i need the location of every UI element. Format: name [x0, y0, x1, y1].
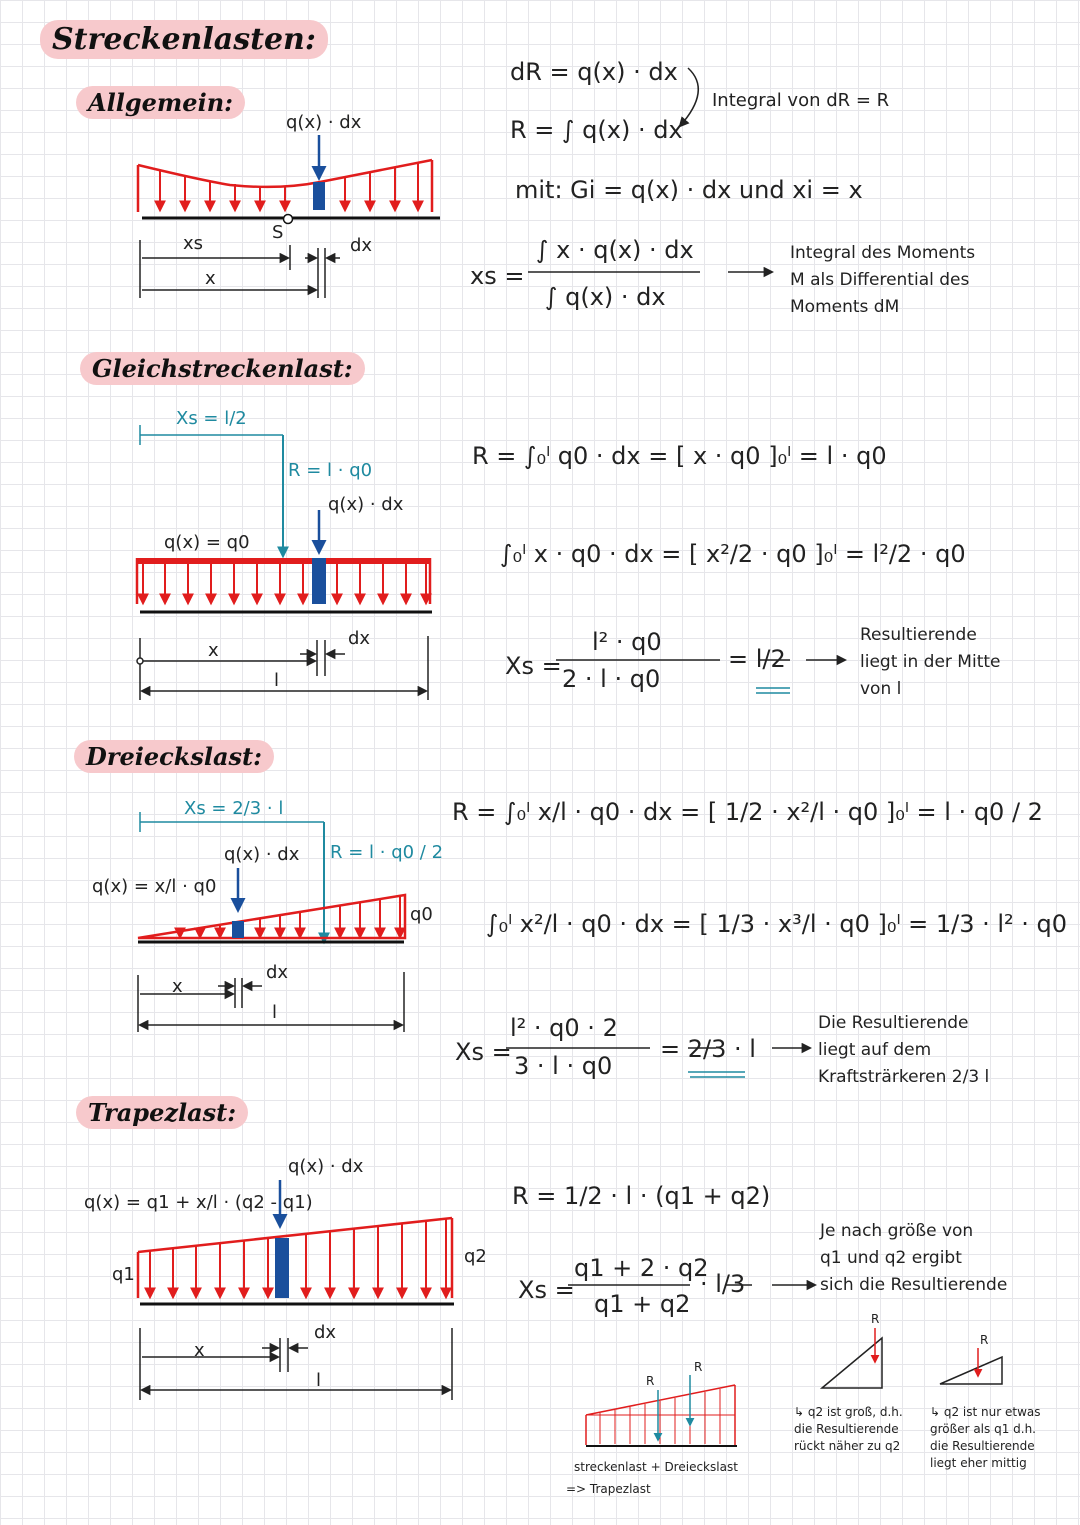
dreieck-xs-num: l² · q0 · 2 — [510, 1014, 618, 1042]
gleich-xs-num: l² · q0 — [592, 628, 662, 656]
case1-triangle — [822, 1328, 882, 1388]
trapez-l-label: l — [316, 1370, 322, 1391]
allgemein-xs-den: ∫ q(x) · dx — [545, 283, 666, 311]
trapez-combo-diagram — [586, 1375, 737, 1446]
gleich-r-label: R = l · q0 — [288, 460, 373, 481]
trapez-q-label: q(x) = q1 + x/l · (q2 - q1) — [84, 1192, 313, 1213]
case1-note: ↳ q2 ist groß, d.h. die Resultierende rückt näher zu q2 — [794, 1405, 903, 1453]
allgemein-load-label: q(x) · dx — [286, 112, 362, 133]
trapez-dx-label: dx — [314, 1322, 337, 1343]
allgemein-note: Integral des Moments M als Differential des Moments dM — [790, 243, 976, 317]
allgemein-arrow-note: Integral von dR = R — [712, 90, 890, 111]
trapez-note: Je nach größe von q1 und q2 ergibt sich die Resultierende — [820, 1221, 1008, 1295]
trapez-xs-num: q1 + 2 · q2 — [574, 1254, 709, 1282]
allgemein-eq2: R = ∫ q(x) · dx — [510, 116, 683, 144]
dreieck-xs-lhs: Xs = — [455, 1038, 512, 1066]
trapez-eq-r: R = 1/2 · l · (q1 + q2) — [512, 1182, 771, 1210]
gleich-dx-label: dx — [348, 628, 371, 649]
allgemein-xs-lhs: xs = — [470, 262, 525, 290]
gleich-l-label: l — [274, 670, 280, 691]
gleich-eq-m: ∫₀ˡ x · q0 · dx = [ x²/2 · q0 ]₀ˡ = l²/2 · q0 — [500, 540, 966, 568]
trapez-heading: Trapezlast: — [76, 1096, 248, 1129]
case2-note: ↳ q2 ist nur etwas größer als q1 d.h. die Resultierende liegt eher mittig — [930, 1405, 1041, 1470]
dreieck-l-label: l — [272, 1002, 278, 1023]
case1-r-label: R — [871, 1312, 880, 1326]
dreieck-dx-label: dx — [266, 962, 289, 983]
allgemein-x-label: x — [205, 268, 216, 289]
combo-caption-2: => Trapezlast — [566, 1482, 651, 1496]
gleich-heading: Gleichstreckenlast: — [80, 352, 365, 385]
combo-r-label-1: R — [646, 1374, 655, 1388]
allgemein-dx-label: dx — [350, 235, 373, 256]
trapez-load-label: q(x) · dx — [288, 1156, 364, 1177]
trapez-q2-label: q2 — [464, 1246, 487, 1267]
combo-caption-1: streckenlast + Dreieckslast — [574, 1460, 738, 1474]
allgemein-s-label: S — [272, 222, 284, 243]
dreieck-load-label: q(x) · dx — [224, 844, 300, 865]
trapez-xs-lhs: Xs = — [518, 1276, 575, 1304]
allgemein-heading: Allgemein: — [76, 86, 245, 119]
dreieck-eq-r: R = ∫₀ˡ x/l · q0 · dx = [ 1/2 · x²/l · q0 ]₀ˡ = l · q0 / 2 — [452, 798, 1043, 826]
dreieck-q-label: q(x) = x/l · q0 — [92, 876, 217, 897]
case2-triangle — [940, 1348, 1002, 1384]
case2-r-label: R — [980, 1333, 989, 1347]
dreieck-x-label: x — [172, 976, 183, 997]
allgemein-xs-label: xs — [183, 233, 204, 254]
gleich-note: Resultierende liegt in der Mitte von l — [860, 625, 1001, 699]
dreieck-q0-label: q0 — [410, 904, 433, 925]
gleich-diagram — [137, 425, 432, 700]
dreieck-eq-m: ∫₀ˡ x²/l · q0 · dx = [ 1/3 · x³/l · q0 ]₀ˡ = 1/3 · l² · q0 — [486, 910, 1068, 938]
trapez-xs-den: q1 + q2 — [594, 1290, 691, 1318]
gleich-q-label: q(x) = q0 — [164, 532, 250, 553]
gleich-xs-lhs: Xs = — [505, 652, 562, 680]
allgemein-eq1: dR = q(x) · dx — [510, 58, 678, 86]
page-title: Streckenlasten: — [40, 20, 328, 59]
gleich-xs-den: 2 · l · q0 — [562, 665, 661, 693]
allgemein-diagram — [138, 135, 440, 298]
gleich-xs-res: = l/2 — [728, 645, 786, 673]
allgemein-mit: mit: Gi = q(x) · dx und xi = x — [515, 176, 863, 204]
dreieck-xs-label: Xs = 2/3 · l — [184, 798, 284, 819]
trapez-x-label: x — [194, 1340, 205, 1361]
gleich-x-label: x — [208, 640, 219, 661]
gleich-xs-label: Xs = l/2 — [176, 408, 247, 429]
dreieck-heading: Dreieckslast: — [74, 740, 274, 773]
trapez-diagram — [138, 1180, 454, 1525]
allgemein-xs-num: ∫ x · q(x) · dx — [536, 236, 694, 264]
gleich-eq-r: R = ∫₀ˡ q0 · dx = [ x · q0 ]₀ˡ = l · q0 — [472, 442, 887, 470]
trapez-xs-tail: · l/3 — [700, 1270, 746, 1298]
dreieck-r-label: R = l · q0 / 2 — [330, 842, 444, 863]
dreieck-xs-res: = 2/3 · l — [660, 1035, 756, 1063]
trapez-q1-label: q1 — [112, 1264, 135, 1285]
dreieck-xs-den: 3 · l · q0 — [514, 1052, 613, 1080]
combo-r-label-2: R — [694, 1360, 703, 1374]
gleich-load-label: q(x) · dx — [328, 494, 404, 515]
dreieck-note: Die Resultierende liegt auf dem Kraftsträrkeren 2/3 l — [818, 1013, 990, 1087]
